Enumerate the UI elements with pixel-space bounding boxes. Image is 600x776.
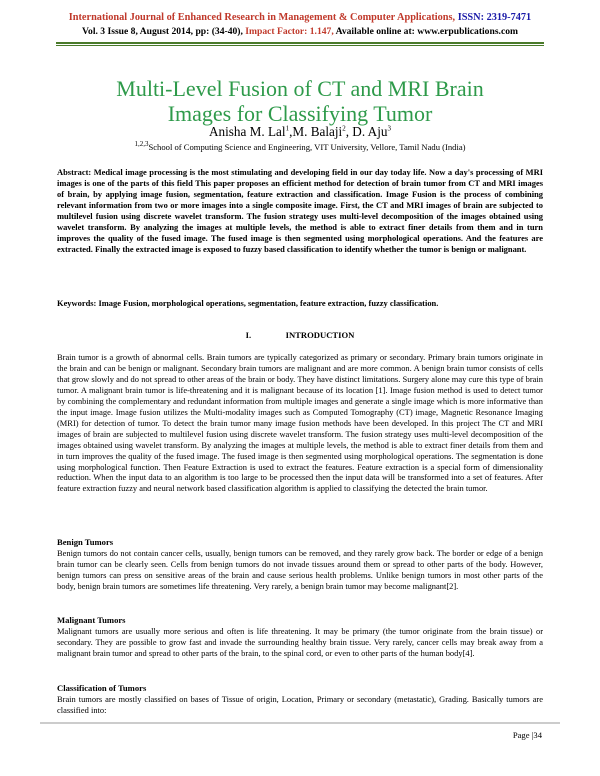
intro-paragraph: Brain tumor is a growth of abnormal cells. Brain tumors are typically categorized as primary or secondary. Primary brain tumors originate in the brain and can be benign or malignant. Secondary brain tumors are malignant and are more common. A benign brain tumor consists of cells that grow slowly and do not spread to other areas of the brain or body. They have distinct limitations. Surgery alone may cure this type of brain tumor. A malignant brain tumor is life-threatening and it is malignant because of its location [1]. Image fusion method is used to detect tumor by combining the complementary and redundant information from multiple images and generate a single image which is more informative than the input image. Image fusion utilizes the Multi-modality images such as Computed Tomography (CT) image, Magnetic Resonance Imaging (MRI) for detection of tumor. To detect the brain tumor many image fusion methods have been developed. In this project The CT and MRI images of brain are subjected to multilevel fusion using discrete wavelet transform. The fusion strategy uses multi-level decomposition of the images obtained using wavelet transform. By analyzing the images at multiple levels, the method is able to extract finer details from them and in turn improves the quality of the fused image. The fused image is then segmented using morphological operations. The segmentation is done using morphological function. Then Feature Extraction is used to extract the features. Feature extraction is a special form of dimensionality reduction. When the input data to an algorithm is too large to be processed then the input data will be transformed into a set of features. After feature extraction fuzzy and neural network based classification algorithm is applied to classifying the detected the brain tumor. [57, 352, 543, 494]
journal-issn: ISSN: 2319-7471 [457, 12, 532, 23]
author-affil-mark: 1 [285, 124, 290, 133]
keywords: Keywords: Image Fusion, morphological operations, segmentation, feature extraction, fuzzy classification. [57, 298, 439, 308]
author-affil-mark: 3 [387, 124, 391, 133]
author-affil-mark: 2 [342, 124, 346, 133]
header-rule-thin [56, 45, 544, 46]
author-name: Anisha M. Lal [209, 124, 286, 139]
classification-paragraph: Brain tumors are mostly classified on bases of Tissue of origin, Location, Primary or secondary (metastatic), Grading. Basically tumors are classified into: [57, 694, 543, 715]
page-number: Page |34 [512, 730, 542, 740]
classification-heading: Classification of Tumors [57, 683, 147, 693]
author-name: M. Balaji [292, 124, 343, 139]
impact-factor: Impact Factor: 1.147, [245, 26, 334, 37]
affiliation-mark: 1,2,3 [134, 140, 149, 148]
section-number: I. [245, 330, 252, 340]
footer-rule [40, 722, 560, 724]
paper-title-line-1: Multi-Level Fusion of CT and MRI Brain [116, 76, 484, 101]
journal-volume: Vol. 3 Issue 8, August 2014, pp: (34-40), [81, 26, 243, 37]
available-online: Available online at: www.erpublications.com [335, 26, 518, 37]
benign-heading: Benign Tumors [57, 537, 114, 547]
page-label: Page [512, 730, 530, 740]
affiliation-text: School of Computing Science and Engineering, VIT University, Vellore, Tamil Nadu (India) [148, 141, 466, 152]
benign-paragraph: Benign tumors do not contain cancer cells, usually, benign tumors can be removed, and they rarely grow back. The border or edge of a benign brain tumor can be clearly seen. Cells from benign tumors do not invade tissues around them or spread to other parts of the body. However, benign tumors can press on sensitive areas of the brain and cause serious health problems. Unlike benign tumors in most other parts of the body, benign brain tumors are sometimes life threatening. Very rarely, a benign brain tumor may become malignant[2]. [57, 548, 543, 591]
page-number-value: 34 [533, 730, 542, 740]
malignant-heading: Malignant Tumors [57, 615, 126, 625]
section-heading [0, 330, 600, 340]
affiliation [0, 140, 600, 152]
journal-volume-line [0, 26, 600, 37]
author-list: Anisha M. Lal$^1$,M. Balaji$^2$, D. Aju$^3$ [209, 124, 391, 139]
header-rule [56, 42, 544, 44]
journal-header [0, 12, 600, 23]
abstract: Abstract: Medical image processing is the most stimulating and developing field in our day today life. Now a day's processing of MRI images is one of the parts of this field This paper proposes an efficient method for detection of brain tumor from CT and MRI images of brain, by applying image fusion, segmentation, feature extraction and classification. Image Fusion is the process of combining relevant information from two or more images into a single composite image. First, the CT and MRI images of brain are subjected to multilevel fusion using discrete wavelet transform. The fusion strategy uses multi-level decomposition of the images obtained using wavelet transform. By analyzing the images at multiple levels, the method is able to extract finer details from them and in turn improves the quality of the fused image. The fused image is then segmented using morphological operations. And the features are extracted. Finally the extracted image is exposed to fuzzy based classification to identify whether the tumor is benign or malignant. [57, 167, 543, 254]
malignant-paragraph: Malignant tumors are usually more serious and often is life threatening. It may be primary (the tumor originate from the brain tissue) or secondary. They are possible to grow fast and invade the surrounding healthy brain tissue. Very rarely, cancer cells may break away from a malignant brain tumor and spread to other parts of the brain, to the spinal cord, or even to other parts of the human body[4]. [57, 626, 543, 658]
paper-title-line-2: Images for Classifying Tumor [167, 101, 433, 126]
author-name: D. Aju [352, 124, 388, 139]
paper-title [40, 76, 560, 126]
section-title: INTRODUCTION [285, 330, 355, 340]
journal-name: International Journal of Enhanced Research in Management & Computer Applications, [68, 12, 456, 23]
